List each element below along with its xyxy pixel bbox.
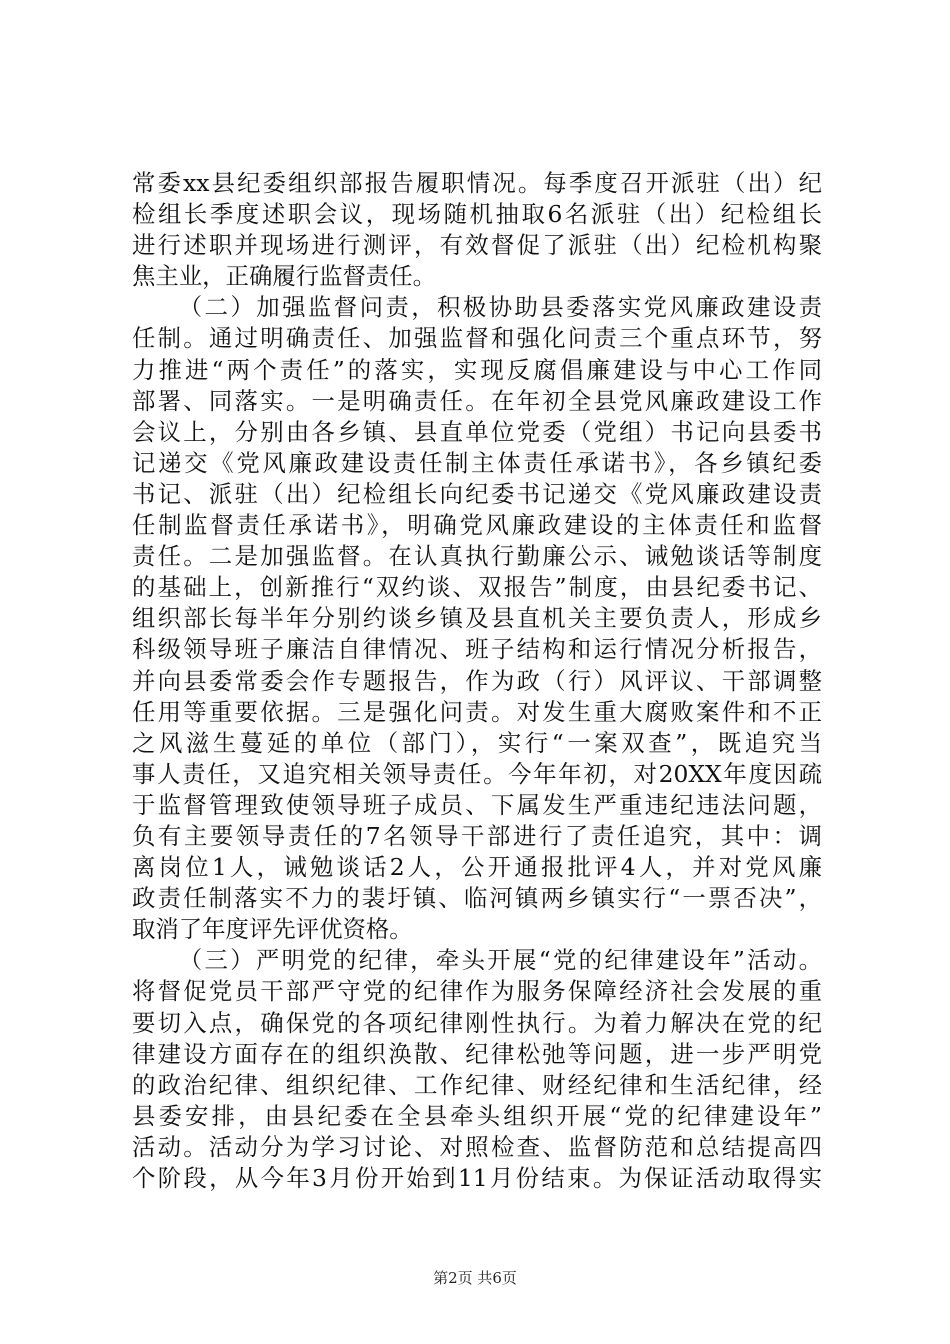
page-footer: 第2页 共6页 — [433, 1269, 517, 1287]
text-line: 常委xx县纪委组织部报告履职情况。每季度召开派驻（出）纪 — [132, 169, 822, 197]
text-line: 任用等重要依据。三是强化问责。对发生重大腐败案件和不正 — [132, 697, 822, 726]
text-line: 任制监督责任承诺书》，明确党风廉政建设的主体责任和监督 — [132, 511, 822, 540]
text-line: 于监督管理致使领导班子成员、下属发生严重违纪违法问题， — [132, 790, 822, 819]
text-line: 县委安排，由县纪委在全县牵头组织开展“党的纪律建设年” — [132, 1101, 822, 1130]
text-line: 的基础上，创新推行“双约谈、双报告”制度，由县纪委书记、 — [132, 573, 822, 602]
document-body — [132, 168, 822, 1194]
text-line: 要切入点，确保党的各项纪律刚性执行。为着力解决在党的纪 — [132, 1008, 822, 1037]
text-line: 组织部长每半年分别约谈乡镇及县直机关主要负责人，形成乡 — [132, 604, 822, 633]
text-line: （二）加强监督问责，积极协助县委落实党风廉政建设责 — [178, 293, 822, 322]
text-line: 之风滋生蔓延的单位（部门），实行“一案双查”，既追究当 — [132, 728, 822, 757]
text-line: 进行述职并现场进行测评，有效督促了派驻（出）纪检机构聚 — [132, 231, 822, 260]
text-line: 的政治纪律、组织纪律、工作纪律、财经纪律和生活纪律，经 — [132, 1070, 822, 1099]
text-line: 会议上，分别由各乡镇、县直单位党委（党组）书记向县委书 — [132, 417, 822, 446]
text-line: 部署、同落实。一是明确责任。在年初全县党风廉政建设工作 — [132, 386, 822, 415]
text-line: 责任。二是加强监督。在认真执行勤廉公示、诫勉谈话等制度 — [132, 542, 822, 571]
text-line: 政责任制落实不力的裴圩镇、临河镇两乡镇实行“一票否决”， — [132, 884, 822, 913]
text-line: 科级领导班子廉洁自律情况、班子结构和运行情况分析报告， — [132, 635, 822, 664]
paragraph-1 — [132, 168, 822, 292]
text-line: 检组长季度述职会议，现场随机抽取6名派驻（出）纪检组长 — [132, 200, 822, 229]
paragraph-3 — [132, 945, 822, 976]
text-line: 律建设方面存在的组织涣散、纪律松弛等问题，进一步严明党 — [132, 1039, 822, 1068]
text-line: 记递交《党风廉政建设责任制主体责任承诺书》，各乡镇纪委 — [132, 448, 822, 477]
text-line: 并向县委常委会作专题报告，作为政（行）风评议、干部调整 — [132, 666, 822, 695]
text-line: 负有主要领导责任的7名领导干部进行了责任追究，其中：调 — [132, 821, 822, 850]
text-line: 任制。通过明确责任、加强监督和强化问责三个重点环节，努 — [132, 324, 822, 353]
text-line: 活动。活动分为学习讨论、对照检查、监督防范和总结提高四 — [132, 1132, 822, 1161]
paragraph-2-body — [132, 323, 822, 945]
text-line: 将督促党员干部严守党的纪律作为服务保障经济社会发展的重 — [132, 977, 822, 1006]
text-line: 个阶段，从今年3月份开始到11月份结束。为保证活动取得实 — [132, 1164, 822, 1192]
paragraph-3-body — [132, 976, 822, 1194]
text-line: 事人责任，又追究相关领导责任。今年年初，对20XX年度因疏 — [132, 759, 822, 788]
text-line: 焦主业，正确履行监督责任。 — [132, 262, 437, 291]
text-line: 离岗位1人，诫勉谈话2人，公开通报批评4人，并对党风廉 — [132, 853, 822, 882]
text-line: 力推进“两个责任”的落实，实现反腐倡廉建设与中心工作同 — [132, 355, 822, 384]
paragraph-2 — [132, 292, 822, 323]
text-line: （三）严明党的纪律，牵头开展“党的纪律建设年”活动。 — [178, 946, 822, 975]
text-line: 书记、派驻（出）纪检组长向纪委书记递交《党风廉政建设责 — [132, 479, 822, 508]
text-line: 取消了年度评先评优资格。 — [132, 915, 413, 944]
